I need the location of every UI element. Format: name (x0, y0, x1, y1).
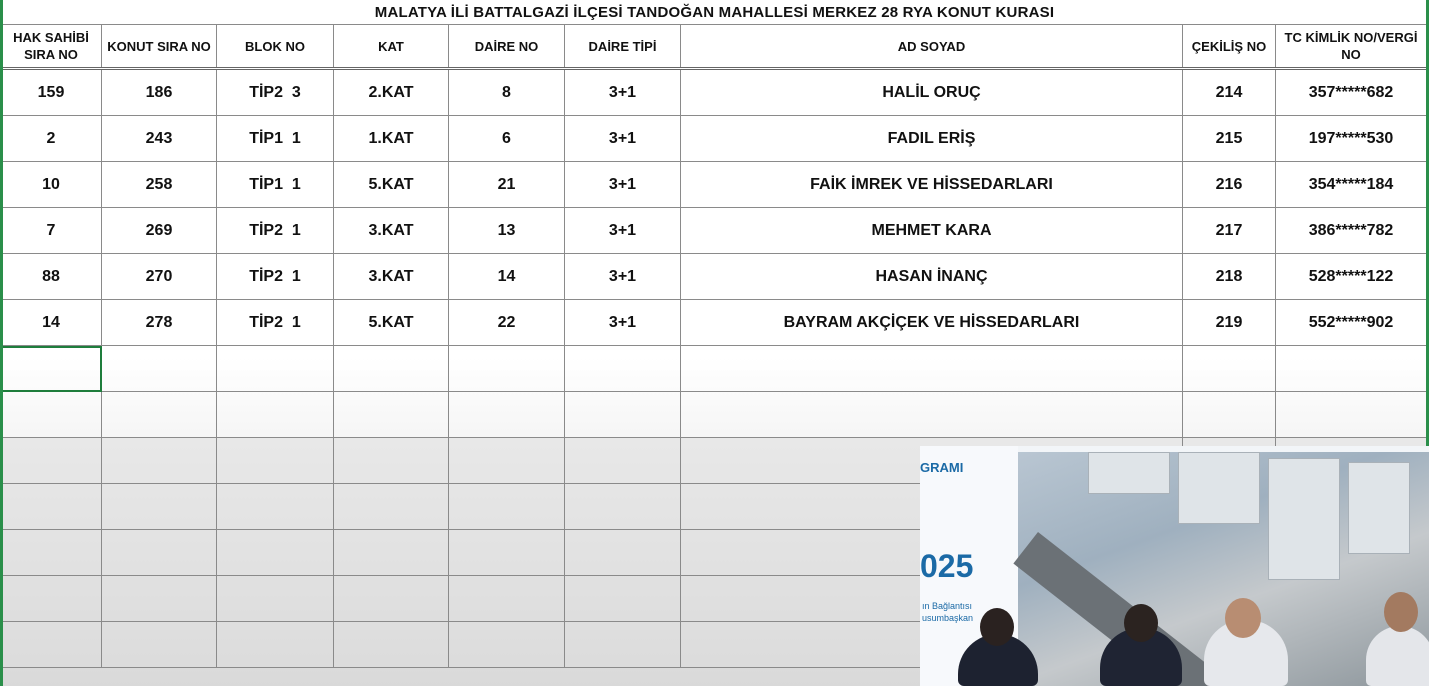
table-row (1, 300, 1427, 346)
cell-daire-tipi[interactable]: 3+1 (565, 69, 681, 116)
cell-daire-no[interactable]: 21 (449, 162, 565, 208)
cell-hak-sahibi[interactable]: 10 (1, 162, 102, 208)
empty-cell[interactable] (1276, 392, 1427, 438)
cell-hak-sahibi[interactable]: 159 (1, 69, 102, 116)
cell-blok-no[interactable]: TİP2 3 (217, 69, 334, 116)
empty-cell[interactable] (102, 622, 217, 668)
col-daire-no: DAİRE NO (449, 25, 565, 69)
cell-hak-sahibi[interactable]: 14 (1, 300, 102, 346)
empty-cell[interactable] (102, 576, 217, 622)
empty-cell[interactable] (449, 530, 565, 576)
empty-cell[interactable] (102, 346, 217, 392)
cell-konut-sira[interactable]: 278 (102, 300, 217, 346)
table-row (1, 116, 1427, 162)
empty-cell[interactable] (1, 484, 102, 530)
empty-cell[interactable] (1183, 392, 1276, 438)
cell-ad-soyad[interactable]: HASAN İNANÇ (681, 254, 1183, 300)
col-konut-sira: KONUT SIRA NO (102, 25, 217, 69)
building-shape (1348, 462, 1410, 554)
cell-blok-no[interactable]: TİP1 1 (217, 162, 334, 208)
empty-cell[interactable] (102, 392, 217, 438)
cell-ad-soyad[interactable]: HALİL ORUÇ (681, 69, 1183, 116)
cell-konut-sira[interactable]: 270 (102, 254, 217, 300)
col-tc-kimlik: TC KİMLİK NO/VERGİ NO (1276, 25, 1427, 69)
cell-daire-tipi[interactable]: 3+1 (565, 208, 681, 254)
empty-cell[interactable] (102, 530, 217, 576)
cell-ad-soyad[interactable]: MEHMET KARA (681, 208, 1183, 254)
empty-cell[interactable] (334, 576, 449, 622)
empty-cell[interactable] (449, 622, 565, 668)
empty-cell[interactable] (334, 530, 449, 576)
banner-caption (922, 600, 973, 624)
col-daire-tipi: DAİRE TİPİ (565, 25, 681, 69)
empty-row (1, 346, 1427, 392)
empty-cell[interactable] (565, 438, 681, 484)
cell-ad-soyad[interactable]: FAİK İMREK VE HİSSEDARLARI (681, 162, 1183, 208)
cell-daire-no[interactable]: 22 (449, 300, 565, 346)
empty-cell[interactable] (102, 484, 217, 530)
cell-ad-soyad[interactable]: BAYRAM AKÇİÇEK VE HİSSEDARLARI (681, 300, 1183, 346)
cell-konut-sira[interactable]: 186 (102, 69, 217, 116)
empty-cell[interactable] (102, 438, 217, 484)
banner-caption-line: ın Bağlantısı (922, 601, 973, 611)
cell-konut-sira[interactable]: 258 (102, 162, 217, 208)
cell-cekilis-no[interactable]: 216 (1183, 162, 1276, 208)
video-overlay (920, 446, 1429, 686)
cell-cekilis-no[interactable]: 214 (1183, 69, 1276, 116)
empty-cell[interactable] (681, 392, 1183, 438)
cell-konut-sira[interactable]: 269 (102, 208, 217, 254)
banner-year: 025 (920, 548, 974, 584)
empty-cell[interactable] (565, 576, 681, 622)
cell-tc-kimlik[interactable]: 197*****530 (1276, 116, 1427, 162)
table-row (1, 69, 1427, 116)
cell-kat[interactable]: 3.KAT (334, 208, 449, 254)
empty-cell[interactable] (565, 392, 681, 438)
empty-cell[interactable] (449, 392, 565, 438)
empty-cell[interactable] (565, 622, 681, 668)
cell-konut-sira[interactable]: 243 (102, 116, 217, 162)
empty-cell[interactable] (217, 622, 334, 668)
cell-daire-tipi[interactable]: 3+1 (565, 162, 681, 208)
selected-cell[interactable] (1, 346, 102, 392)
empty-cell[interactable] (217, 438, 334, 484)
empty-cell[interactable] (1, 576, 102, 622)
cell-daire-no[interactable]: 8 (449, 69, 565, 116)
cell-blok-no[interactable]: TİP1 1 (217, 116, 334, 162)
cell-tc-kimlik[interactable]: 354*****184 (1276, 162, 1427, 208)
cell-hak-sahibi[interactable]: 88 (1, 254, 102, 300)
cell-kat[interactable]: 5.KAT (334, 300, 449, 346)
empty-cell[interactable] (565, 530, 681, 576)
empty-cell[interactable] (334, 438, 449, 484)
empty-cell[interactable] (449, 576, 565, 622)
cell-cekilis-no[interactable]: 217 (1183, 208, 1276, 254)
empty-cell[interactable] (449, 346, 565, 392)
cell-kat[interactable]: 1.KAT (334, 116, 449, 162)
building-shape (1178, 452, 1260, 524)
cell-tc-kimlik[interactable]: 357*****682 (1276, 69, 1427, 116)
col-cekilis-no: ÇEKİLİŞ NO (1183, 25, 1276, 69)
empty-cell[interactable] (334, 346, 449, 392)
cell-daire-no[interactable]: 13 (449, 208, 565, 254)
header-row (1, 25, 1427, 69)
empty-cell[interactable] (334, 392, 449, 438)
cell-daire-tipi[interactable]: 3+1 (565, 254, 681, 300)
table-row (1, 208, 1427, 254)
sheet-title: MALATYA İLİ BATTALGAZİ İLÇESİ TANDOĞAN MAHALLESİ MERKEZ 28 RYA KONUT KURASI (3, 0, 1426, 25)
empty-cell[interactable] (681, 346, 1183, 392)
cell-tc-kimlik[interactable]: 528*****122 (1276, 254, 1427, 300)
empty-cell[interactable] (449, 484, 565, 530)
empty-cell[interactable] (1276, 346, 1427, 392)
col-ad-soyad: AD SOYAD (681, 25, 1183, 69)
empty-cell[interactable] (565, 346, 681, 392)
banner-caption-line: usumbaşkan (922, 613, 974, 623)
cell-hak-sahibi[interactable]: 7 (1, 208, 102, 254)
cell-kat[interactable]: 5.KAT (334, 162, 449, 208)
empty-cell[interactable] (1, 530, 102, 576)
cell-cekilis-no[interactable]: 218 (1183, 254, 1276, 300)
empty-cell[interactable] (217, 392, 334, 438)
col-blok-no: BLOK NO (217, 25, 334, 69)
cell-daire-no[interactable]: 14 (449, 254, 565, 300)
empty-cell[interactable] (334, 484, 449, 530)
cell-daire-no[interactable]: 6 (449, 116, 565, 162)
empty-cell[interactable] (217, 346, 334, 392)
empty-cell[interactable] (217, 484, 334, 530)
empty-cell[interactable] (449, 438, 565, 484)
empty-row (1, 392, 1427, 438)
empty-cell[interactable] (1183, 346, 1276, 392)
col-hak-sahibi: HAK SAHİBİ SIRA NO (1, 25, 102, 69)
cell-cekilis-no[interactable]: 219 (1183, 300, 1276, 346)
empty-cell[interactable] (565, 484, 681, 530)
empty-cell[interactable] (217, 576, 334, 622)
frame-border-left (0, 0, 3, 686)
empty-cell[interactable] (217, 530, 334, 576)
cell-kat[interactable]: 2.KAT (334, 69, 449, 116)
empty-cell[interactable] (1, 392, 102, 438)
empty-cell[interactable] (1, 622, 102, 668)
cell-tc-kimlik[interactable]: 386*****782 (1276, 208, 1427, 254)
table-row (1, 162, 1427, 208)
banner-heading: GRAMI (920, 460, 964, 475)
cell-daire-tipi[interactable]: 3+1 (565, 116, 681, 162)
cell-hak-sahibi[interactable]: 2 (1, 116, 102, 162)
cell-blok-no[interactable]: TİP2 1 (217, 254, 334, 300)
col-kat: KAT (334, 25, 449, 69)
cell-ad-soyad[interactable]: FADIL ERİŞ (681, 116, 1183, 162)
building-shape (1268, 458, 1340, 580)
cell-blok-no[interactable]: TİP2 1 (217, 300, 334, 346)
cell-kat[interactable]: 3.KAT (334, 254, 449, 300)
empty-cell[interactable] (334, 622, 449, 668)
empty-cell[interactable] (1, 438, 102, 484)
cell-blok-no[interactable]: TİP2 1 (217, 208, 334, 254)
table-row (1, 254, 1427, 300)
cell-daire-tipi[interactable]: 3+1 (565, 300, 681, 346)
cell-tc-kimlik[interactable]: 552*****902 (1276, 300, 1427, 346)
cell-cekilis-no[interactable]: 215 (1183, 116, 1276, 162)
building-shape (1088, 452, 1170, 494)
